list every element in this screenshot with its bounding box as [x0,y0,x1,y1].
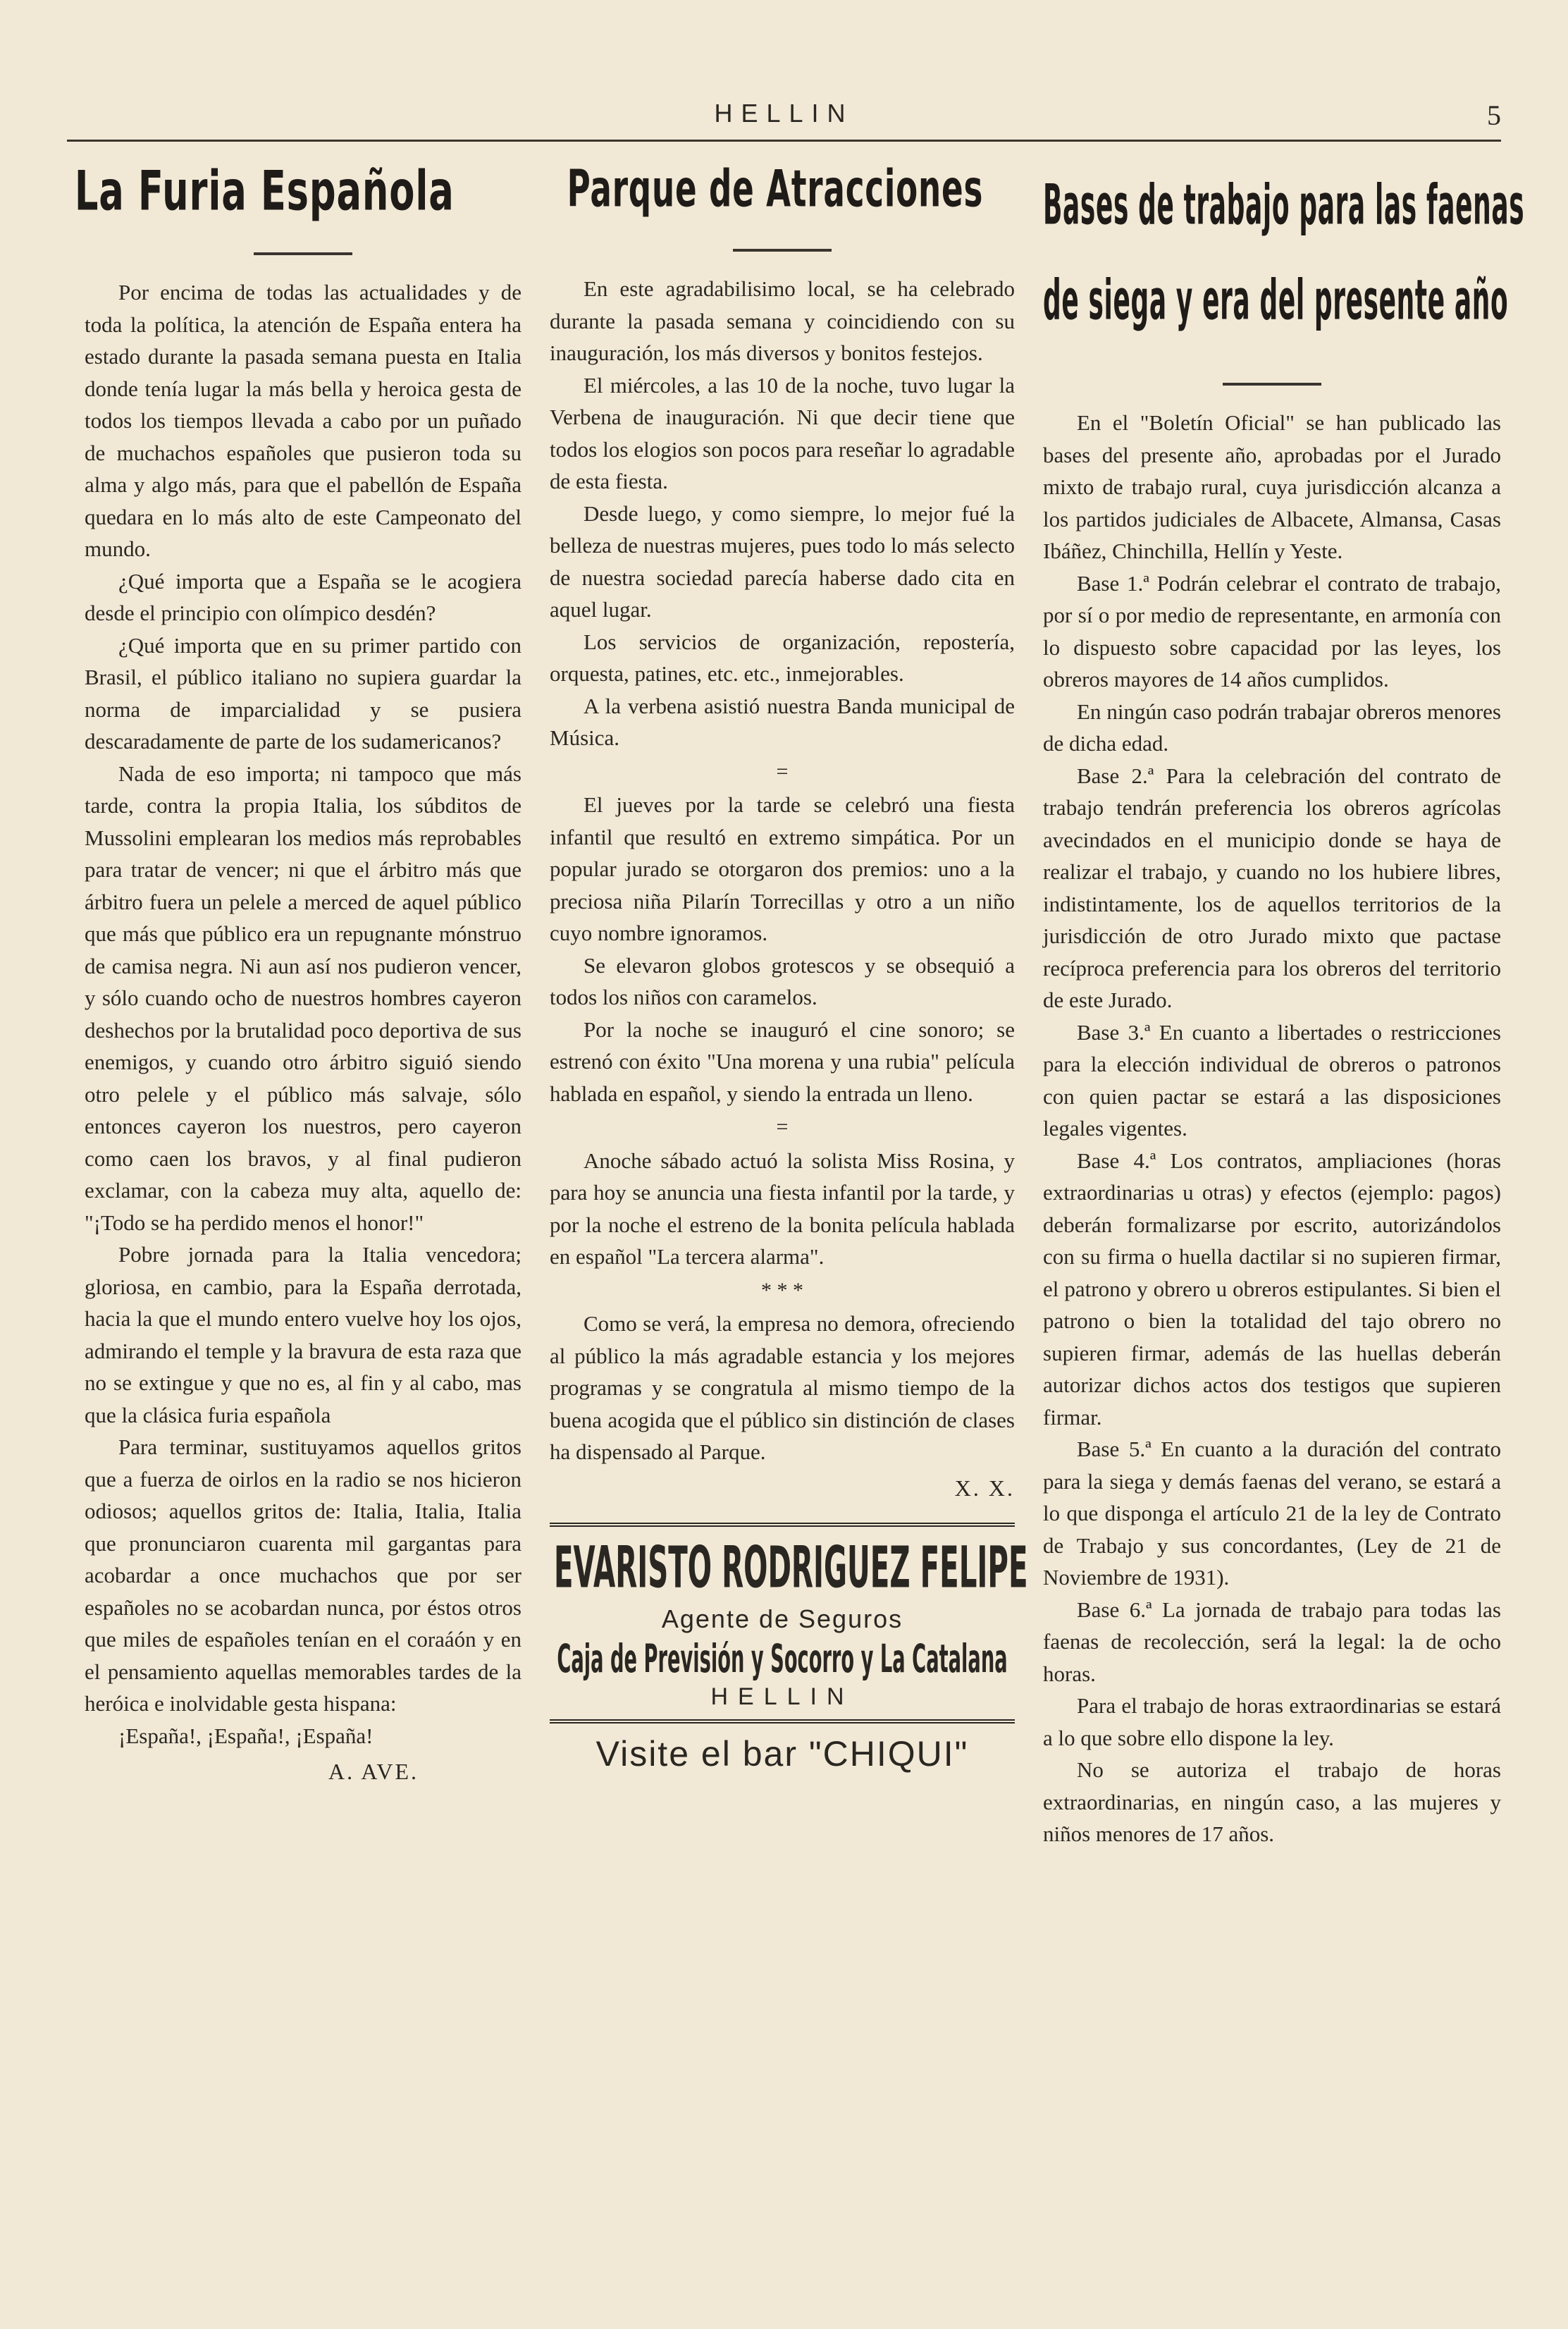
paragraph: Base 3.ª En cuanto a libertades o restricciones para la elección individual de obreros o patronos con quien pactar se estará a las disposiciones legales vigentes. [1043,1019,1501,1141]
insurance-advertisement [550,1523,1028,1723]
section-separator: = [776,1115,789,1138]
paragraph: Base 5.ª En cuanto a la duración del contrato para la siega y demás faenas del verano, se estará a lo que disponga el artículo 21 de la ley de Contrato de Trabajo y sus concordantes, (Ley de 21 de Noviembre de 1931). [1043,1437,1501,1590]
ad-city: HELLIN [710,1683,854,1710]
paragraph: Anoche sábado actuó la solista Miss Rosina, y para hoy se anuncia una fiesta infantil por la tarde, y por la noche el estreno de la bonita película hablada en español "La tercera alarma". [550,1148,1015,1269]
paragraph: No se autoriza el trabajo de horas extraordinarias, en ningún caso, a las mujeres y niños menores de 17 años. [1043,1757,1501,1846]
article-title: Parque de Atracciones [567,159,984,219]
paragraph: Desde luego, y como siempre, lo mejor fué la belleza de nuestras mujeres, pues todo lo más selecto de nuestra sociedad parecía haberse dado cita en aquel lugar. [550,500,1015,622]
paragraph: En ningún caso podrán trabajar obreros menores de dicha edad. [1043,699,1501,756]
article-bases-de-trabajo [1043,152,1525,1850]
article-body [1043,407,1501,1850]
paragraph: ¿Qué importa que en su primer partido con Brasil, el público italiano no supiera guardar la norma de imparcialidad y se pusiera descaradamente de parte de los sudamericanos? [85,632,521,754]
paragraph: Base 1.ª Podrán celebrar el contrato de trabajo, por sí o por medio de representante, en armonía con lo dispuesto sobre capacidad por las leyes, los obreros mayores de 14 años cumplidos. [1043,570,1501,692]
ad-agent-name: EVARISTO RODRIGUEZ FELIPE [554,1535,1028,1602]
article-signature: A. AVE. [328,1759,419,1784]
paragraph: Base 6.ª La jornada de trabajo para todas las faenas de recolección, será la legal: la de ocho horas. [1043,1597,1501,1686]
title-divider [1223,383,1321,386]
paragraph: Para el trabajo de horas extraordinarias se estará a lo que sobre ello dispone la ley. [1043,1693,1501,1750]
bar-advertisement: Visite el bar "CHIQUI" [595,1733,969,1774]
ad-company: Caja de Previsión y Socorro y La Catalana [557,1636,1008,1682]
paragraph: Los servicios de organización, repostería, orquesta, patines, etc. etc., inmejorables. [550,629,1015,686]
paragraph: Pobre jornada para la Italia vencedora; gloriosa, en cambio, para la España derrotada, hacia la que el mundo entero vuelve hoy los ojos, admirando el temple y la bravura de esta raza que no se extingue y que no es, al fin y al cabo, mas que la clásica furia española [85,1242,521,1427]
title-divider [733,249,832,252]
ad-agent-role: Agente de Seguros [661,1604,903,1633]
section-separator: = [776,759,789,783]
article-parque-de-atracciones [550,152,1028,1774]
paragraph: Nada de eso importa; ni tampoco que más tarde, contra la propia Italia, los súbditos de Mussolini emplearan los medios más reprobables para tratar de vencer; ni que el árbitro más que árbitro fuera un pelele a merced de aquel público que más que público era un repugnante mónstruo de camisa negra. Ni aun así nos pudieron vencer, y sólo cuando ocho de nuestros hombres cayeron deshechos por la brutalidad poco deportiva de sus enemigos, y cuando otro árbitro siguió siendo otro pelele y el público más salvaje, sólo entonces cayeron los nuestros, pero cayeron como caen los bravos, y al final pudieron exclamar, con la cabeza muy alta, aquello de: "¡Todo se ha perdido menos el honor!" [85,761,521,1235]
article-signature: X. X. [954,1475,1015,1501]
paragraph: El jueves por la tarde se celebró una fiesta infantil que resultó en extremo simpática. Por un popular jurado se otorgaron dos premios: uno a la preciosa niña Pilarín Torrecillas y otro a un niño cuyo nombre ignoramos. [550,792,1015,945]
header-rule [67,140,1501,142]
paragraph: El miércoles, a las 10 de la noche, tuvo lugar la Verbena de inauguración. Ni que decir tiene que todos los elogios son pocos para reseñar lo agradable de esta fiesta. [550,372,1015,493]
paragraph: Por la noche se inauguró el cine sonoro; se estrenó con éxito "Una morena y una rubia" película hablada en español, y siendo la entrada un lleno. [550,1016,1015,1106]
paragraph: A la verbena asistió nuestra Banda municipal de Música. [550,693,1015,750]
paragraph: En este agradabilisimo local, se ha celebrado durante la pasada semana y coincidiendo con su inauguración, los más diversos y bonitos festejos. [550,276,1015,365]
page-number: 5 [1487,99,1501,131]
paragraph: ¡España!, ¡España!, ¡España! [118,1723,374,1748]
article-la-furia-espanola [74,152,521,1785]
article-title [1043,157,1525,348]
article-title: La Furia Española [74,159,455,223]
title-divider [254,252,352,255]
article-title-line1: Bases de trabajo para las faenas [1043,172,1525,238]
article-body [85,276,521,1752]
paragraph: ¿Qué importa que a España se le acogiera desde el principio con olímpico desdén? [85,568,521,625]
page-header-title: HELLIN [714,99,854,128]
paragraph: Para terminar, sustituyamos aquellos gritos que a fuerza de oirlos en la radio se nos hicieron odiosos; aquellos gritos de: Italia, Italia, Italia que pronunciaron cuarenta mil gargantas para acobardar a once muchachos que por ser españoles no se acobardan nunca, por éstos otros que miles de españoles tenían en el coraáón y en el pensamiento aquellas memorables tardes de la heróica e inolvidable gesta hispana: [85,1434,521,1716]
paragraph: En el "Boletín Oficial" se han publicado las bases del presente año, aprobadas por el Jurado mixto de trabajo rural, cuya jurisdicción alcanza a los partidos judiciales de Albacete, Almansa, Casas Ibáñez, Chinchilla, Hellín y Yeste. [1043,410,1501,563]
article-body [550,273,1015,1468]
paragraph: Se elevaron globos grotescos y se obsequió a todos los niños con caramelos. [550,952,1015,1009]
paragraph: Base 4.ª Los contratos, ampliaciones (horas extraordinarias u otras) y efectos (ejemplo: pagos) deberán formalizarse por escrito, autorizándolos con su firma o huella dactilar si no supieren firmar, el patrono y obrero u obreros estipulantes. Si bien el patrono o bien la totalidad del tajo obrero no supieren firmar, además de las huellas deberán autorizar dichos actos dos testigos que supieren firmar. [1043,1148,1501,1430]
article-title-line2: de siega y era del presente año [1043,267,1509,333]
paragraph: Base 2.ª Para la celebración del contrato de trabajo tendrán preferencia los obreros agrícolas avecindados en el municipio donde se haya de realizar el trabajo, y cuando no los hubiere libres, indistintamente, los de aquellos territorios de la jurisdicción de otro Jurado mixto que pactase recíproca preferencia para los obreros del territorio de este Jurado. [1043,763,1501,1012]
section-separator: * * * [761,1278,803,1302]
paragraph: Por encima de todas las actualidades y de toda la política, la atención de España entera ha estado durante la pasada semana puesta en Italia donde tenía lugar la más bella y heroica gesta de todos los tiempos llevada a cabo por un puñado de muchachos españoles que pusieron toda su alma y algo más, para que el pabellón de España quedara en lo más alto de este Campeonato del mundo. [85,280,521,561]
paragraph: Como se verá, la empresa no demora, ofreciendo al público la más agradable estancia y los mejores programas y se congratula al mismo tiempo de la buena acogida que el público sin distinción de clases ha dispensado al Parque. [550,1311,1015,1464]
